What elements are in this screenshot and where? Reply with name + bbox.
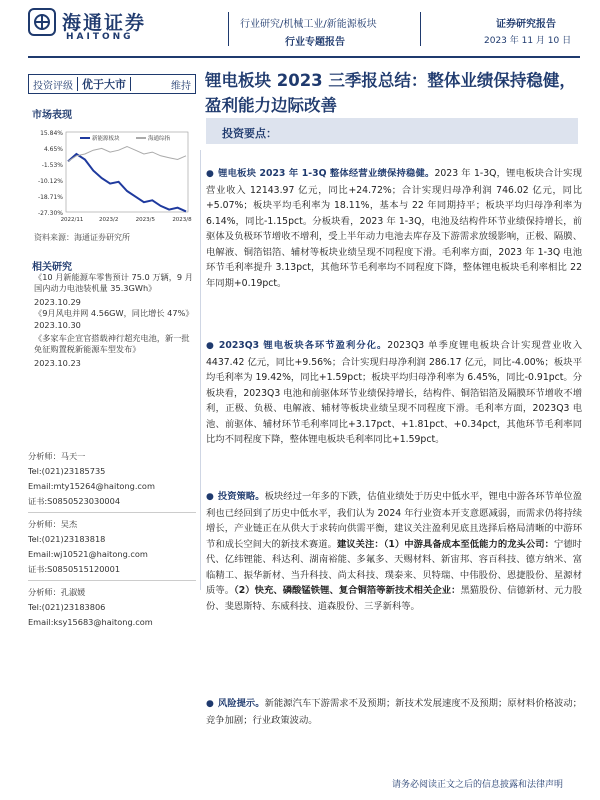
logo-text-cn: 海通证券 — [62, 12, 147, 34]
key-points-label: 投资要点： — [222, 127, 277, 140]
header-divider — [420, 12, 421, 46]
chart-source: 资料来源：海通证券研究所 — [34, 233, 130, 242]
analyst-cert: 证书:S0850515120001 — [28, 564, 121, 574]
key-point-2-head: 2023Q3 锂电板块各环节盈利分化。 — [218, 340, 388, 351]
bullet-icon: ● — [206, 492, 214, 502]
report-label: 证券研究报告 — [496, 19, 556, 30]
market-line-chart — [28, 124, 196, 226]
report-title: 锂电板块 2023 三季报总结：整体业绩保持稳健，盈利能力边际改善 — [205, 71, 576, 115]
key-point-4-head: 风险提示。 — [217, 698, 265, 709]
related-date: 2023.10.23 — [34, 358, 81, 368]
y-tick-label: -1.53% — [41, 162, 63, 169]
analyst-email[interactable]: Email:wj10521@haitong.com — [28, 549, 148, 559]
sector-path: 行业研究/机械工业/新能源板块 — [240, 19, 377, 30]
x-tick-label: 2023/8 — [172, 217, 192, 223]
key-point-1-head: 锂电板块 2023 年 1-3Q 整体经营业绩保持稳健。 — [218, 168, 435, 179]
x-tick-label: 2023/2 — [98, 217, 119, 223]
analyst-cert: 证书:S0850523030004 — [28, 496, 121, 506]
key-point-3-head: 投资策略。 — [217, 491, 265, 502]
market-chart — [28, 124, 196, 226]
related-date: 2023.10.29 — [34, 297, 81, 307]
legend-label: 新能源板块 — [92, 136, 120, 142]
key-point-2 — [206, 338, 582, 448]
key-point-3 — [206, 489, 582, 614]
analyst-tel: Tel:(021)23183818 — [28, 534, 106, 544]
bullet-icon: ● — [206, 699, 214, 709]
bullet-icon: ● — [206, 169, 215, 179]
rating-label: 投资评级 — [33, 80, 73, 92]
header-rule — [28, 56, 580, 58]
series-line-0 — [68, 154, 186, 211]
related-item[interactable]: 《9月风电并网 4.56GW，同比增长 47%》 — [34, 308, 194, 318]
analyst-divider — [28, 580, 196, 581]
column-divider — [200, 150, 201, 590]
key-point-4-body: 新能源汽车下游需求不及预期；新技术发展速度不及预期；原材料价格波动；竞争加剧；行业政策波动。 — [206, 698, 582, 726]
key-point-3-group2: （2）快充、磷酸锰铁锂、复合铜箔等新技术相关企业： — [234, 585, 461, 596]
rating-action: 维持 — [171, 80, 191, 92]
y-tick-label: 4.65% — [43, 146, 63, 153]
analyst-name: 分析师：孔淑媛 — [28, 587, 86, 597]
analyst-email[interactable]: Email:mty15264@haitong.com — [28, 481, 155, 491]
y-tick-label: -27.30% — [37, 210, 63, 217]
related-item[interactable]: 《10 月新能源车零售预计 75.0 万辆，9 月国内动力电池装机量 35.3GWh》 — [34, 272, 193, 293]
plot-frame — [66, 132, 188, 212]
x-tick-label: 2022/11 — [60, 217, 84, 223]
analyst-email[interactable]: Email:ksy15683@haitong.com — [28, 617, 153, 627]
related-item[interactable]: 《多家车企宣官搭载神行超充电池，新一批免征购置税新能源车型发布》 — [34, 333, 190, 354]
x-tick-label: 2023/5 — [135, 217, 156, 223]
disclaimer-footer: 请务必阅读正文之后的信息披露和法律声明 — [392, 780, 564, 790]
related-date: 2023.10.30 — [34, 320, 81, 330]
related-heading: 相关研究 — [32, 262, 72, 273]
legend-label: 海通综指 — [148, 136, 171, 142]
analyst-name: 分析师：吴杰 — [28, 519, 78, 529]
key-point-1-body: 2023 年 1-3Q，锂电板块合计实现营业收入 12143.97 亿元，同比+24.72%；合计实现归母净利润 746.02 亿元，同比+5.07%；板块平均毛利率为 18.11%，基本与 22 年同期持平；板块平均归母净利率为 6.14%，同比-1.15pct。分板块看，2023 年 1-3Q，电池及结构件环节业绩保持增长，前驱体及负极环节增收不增利，受上半年动力电池去库存及下游需求放缓影响，正极、隔膜、电解液、铜箔铝箔、辅材等板块业绩呈现不同程度下滑。毛利率方面，2023 年 1-3Q 电池环节毛利率提升 3.13pct，其他环节毛利率均不同程度下降，整体锂电板块毛利率相比 22 年同期+0.19pct。 — [206, 168, 582, 289]
logo-text-en: HAITONG — [66, 32, 134, 42]
report-date: 2023 年 11 月 10 日 — [484, 36, 572, 46]
report-type: 行业专题报告 — [285, 37, 345, 48]
y-tick-label: 15.84% — [40, 130, 63, 137]
market-heading: 市场表现 — [32, 110, 72, 121]
key-point-3-list1: 宁德时代、亿纬锂能、科达利、湖南裕能、多氟多、天赐材料、新宙邦、容百科技、德方纳米、富临精工、振华新材、当升科技、尚太科技、璞泰来、贝特瑞、中伟股份、恩捷股份、星源材质等。 — [206, 538, 582, 596]
analyst-divider — [28, 512, 196, 513]
key-point-2-body: 2023Q3 单季度锂电板块合计实现营业收入 4437.42 亿元，同比+9.56%；合计实现归母净利润 286.17 亿元，同比-4.00%；板块平均毛利率为 19.42%，同比+1.59pct；板块平均归母净利率为 6.45%，同比-0.91pct。分板块看，2023Q3 电池和前驱体环节业绩保持增长，结构件、铜箔铝箔及隔膜环节增收不增利，正极、负极、电解液、辅材等板块业绩呈现不同程度下滑。毛利率方面，2023Q3 电池、前驱体、辅材环节毛利率同比+3.17pct、+1.81pct、+0.34pct，其他环节毛利率同比均不同程度下降，整体锂电板块毛利率同比+1.59pct。 — [206, 340, 583, 445]
key-point-4 — [206, 696, 582, 728]
y-tick-label: -10.12% — [37, 178, 63, 185]
analyst-name: 分析师：马天一 — [28, 451, 86, 461]
header-divider — [228, 12, 229, 46]
key-point-3-list2: 黑猫股份、信德新材、元力股份、斐恩斯特、东威科技、道森股份、三孚新科等。 — [206, 585, 582, 612]
analyst-tel: Tel:(021)23183806 — [28, 602, 106, 612]
haitong-logo-icon — [28, 8, 56, 36]
rating-value: 优于大市 — [82, 78, 126, 91]
rating-divider — [130, 77, 131, 91]
key-point-3-body: 板块经过一年多的下跌，估值业绩处于历史中低水平，锂电中游各环节单位盈利也已经回到了历史中低水平，我们认为 2024 年行业资本开支意愿减弱，而需求仍将持续增长，产业链正在从供大于求转向供需平衡，建议关注盈利见底且选择后格局清晰的中游环节和成长空间大的新技术赛道。 — [206, 491, 582, 550]
key-point-1 — [206, 166, 582, 291]
analyst-tel: Tel:(021)23185735 — [28, 466, 106, 476]
rating-box — [28, 74, 196, 94]
key-point-3-advice: 建议关注：（1）中游具备成本至低能力的龙头公司： — [336, 538, 554, 550]
y-tick-label: -18.71% — [37, 194, 63, 201]
bullet-icon: ● — [206, 341, 215, 351]
